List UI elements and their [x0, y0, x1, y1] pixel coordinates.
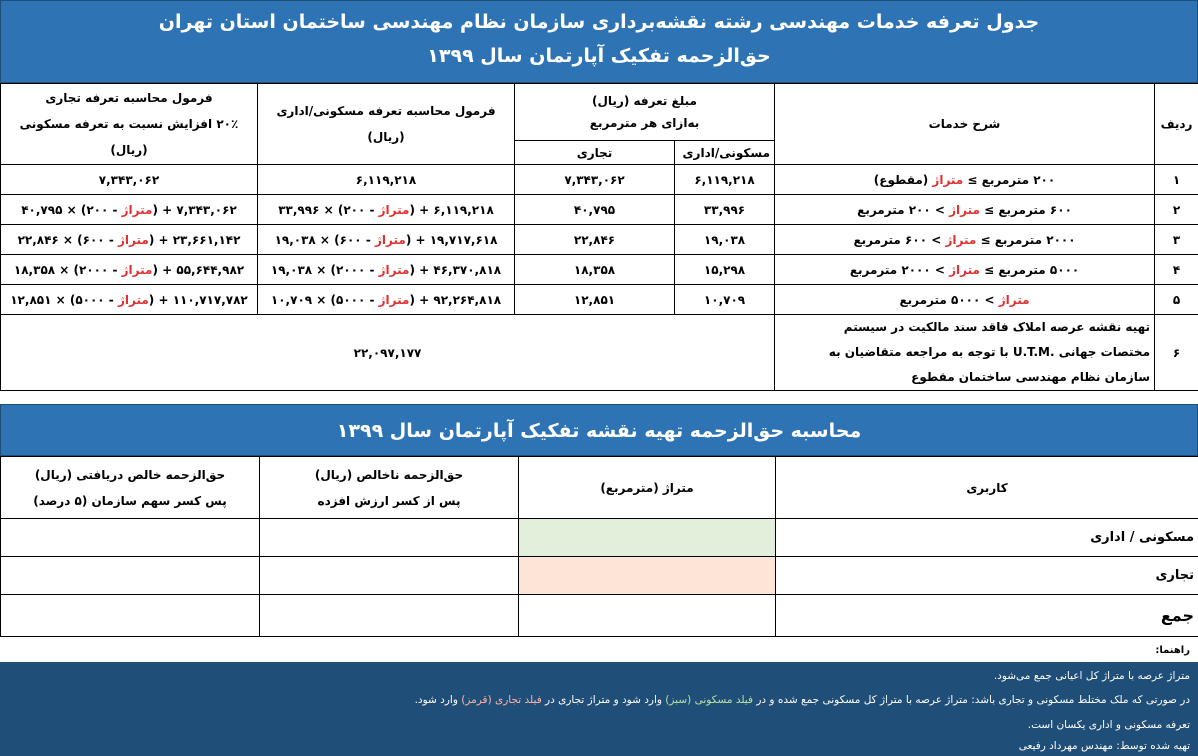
desc-pre: ۵۰۰۰ مترمربع ≥ [979, 262, 1080, 277]
price-residential: ۳۳,۹۹۶ [675, 195, 775, 225]
header-formula-com [1, 84, 258, 165]
formula-area-term: متراژ [378, 262, 410, 277]
header-residential: مسکونی/اداری [675, 141, 775, 165]
price-commercial: ۱۲,۸۵۱ [515, 285, 675, 315]
desc-post: > ۲۰۰ مترمربع [857, 202, 950, 217]
formula-part: - ۲۰۰) × ۳۳,۹۹۶ [278, 202, 379, 217]
desc-post: > ۵۰۰۰ مترمربع [899, 292, 999, 307]
guide-label: راهنما: [1155, 645, 1190, 656]
calc-table [0, 456, 1198, 637]
usage-residential: مسکونی / اداری [776, 519, 1198, 557]
header-formula-res-line2: (ریال) [367, 130, 405, 144]
row-num: ۳ [1155, 225, 1198, 255]
row-desc [775, 225, 1155, 255]
desc-post: > ۶۰۰ مترمربع [853, 232, 946, 247]
area-input-commercial[interactable] [519, 557, 776, 595]
tariff-row [1, 165, 1198, 195]
formula-part: ۲۳,۶۶۱,۱۴۲ + ( [148, 232, 241, 247]
row-num: ۴ [1155, 255, 1198, 285]
price-commercial: ۴۰,۷۹۵ [515, 195, 675, 225]
formula-part: - ۵۰۰۰) × ۱۲,۸۵۱ [10, 292, 118, 307]
formula-area-term: متراژ [117, 292, 149, 307]
formula-part: ۱۹,۷۱۷,۶۱۸ + ( [405, 232, 498, 247]
calc-section-title: محاسبه حق‌الزحمه تهیه نقشه تفکیک آپارتمان سال ۱۳۹۹ [0, 404, 1198, 456]
formula-part: - ۲۰۰۰) × ۱۸,۳۵۸ [13, 262, 122, 277]
desc-area-term: متراژ [945, 232, 977, 247]
formula-part: ۵۵,۶۴۴,۹۸۲ + ( [152, 262, 245, 277]
formula-part: - ۶۰۰) × ۲۲,۸۴۶ [17, 232, 118, 247]
header-net [1, 457, 260, 519]
row6-desc-line2: مختصات جهانی .U.T.M با توجه به مراجعه متقاضیان به [828, 345, 1151, 359]
row-num: ۲ [1155, 195, 1198, 225]
row-num: ۵ [1155, 285, 1198, 315]
price-residential: ۱۰,۷۰۹ [675, 285, 775, 315]
guide-line2-a: در صورتی که ملک مختلط مسکونی و تجاری باشد: متراژ عرصه با متراژ کل مسکونی جمع شده و در [753, 694, 1190, 706]
formula-area-term: متراژ [117, 232, 149, 247]
desc-area-term: متراژ [998, 292, 1030, 307]
tariff-table [0, 83, 1198, 391]
page-title: جدول تعرفه خدمات مهندسی رشته نقشه‌برداری سازمان نظام مهندسی ساختمان استان تهران [158, 11, 1040, 33]
header-net-line1: حق‌الزحمه خالص دریافتی (ریال) [34, 467, 226, 482]
row6-desc [775, 315, 1155, 391]
row6-desc-line1: تهیه نقشه عرصه املاک فاقد سند مالکیت در سیستم [843, 320, 1151, 334]
gross-total [260, 595, 519, 637]
formula-commercial [1, 165, 258, 195]
header-formula-com-line3: (ریال) [110, 143, 148, 157]
formula-area-term: متراژ [374, 232, 406, 247]
header-formula-com-line1: فرمول محاسبه تعرفه تجاری [45, 91, 213, 105]
header-usage: کاربری [776, 457, 1198, 519]
guide-panel [0, 662, 1198, 756]
desc-pre: ۶۰۰ مترمربع ≥ [979, 202, 1072, 217]
guide-line1: متراژ عرصه با متراژ کل اعیانی جمع می‌شود. [993, 670, 1190, 682]
formula-part: ۷,۳۴۳,۰۶۲ [98, 172, 160, 187]
header-gross-line1: حق‌الزحمه ناخالص (ریال) [314, 467, 464, 482]
price-residential: ۶,۱۱۹,۲۱۸ [675, 165, 775, 195]
row-num: ۱ [1155, 165, 1198, 195]
desc-post: (مقطوع) [873, 172, 933, 187]
guide-line2-red: فیلد تجاری (قرمز) [461, 694, 542, 706]
formula-area-term: متراژ [378, 202, 410, 217]
formula-part: - ۶۰۰) × ۱۹,۰۳۸ [274, 232, 375, 247]
formula-area-term: متراژ [121, 262, 153, 277]
desc-pre: ۲۰۰۰ مترمربع ≥ [976, 232, 1076, 247]
header-row-num: ردیف [1155, 84, 1198, 165]
price-residential: ۱۵,۲۹۸ [675, 255, 775, 285]
net-residential [1, 519, 260, 557]
tariff-row [1, 195, 1198, 225]
formula-part: ۶,۱۱۹,۲۱۸ + ( [409, 202, 494, 217]
formula-residential [258, 225, 515, 255]
usage-total: جمع [776, 595, 1198, 637]
guide-line3: تعرفه مسکونی و اداری یکسان است. [1027, 719, 1190, 731]
row6-num: ۶ [1155, 315, 1198, 391]
formula-commercial [1, 225, 258, 255]
desc-area-term: متراژ [949, 202, 980, 217]
net-commercial [1, 557, 260, 595]
gross-residential [260, 519, 519, 557]
formula-part: - ۵۰۰۰) × ۱۰,۷۰۹ [270, 292, 379, 307]
formula-part: ۷,۳۴۳,۰۶۲ + ( [152, 202, 237, 217]
header-formula-res-line1: فرمول محاسبه تعرفه مسکونی/اداری [276, 104, 496, 118]
tariff-row [1, 255, 1198, 285]
row-desc [775, 165, 1155, 195]
formula-part: - ۲۰۰) × ۴۰,۷۹۵ [21, 202, 122, 217]
header-service: شرح خدمات [775, 84, 1155, 165]
row6-desc-line3: سازمان نظام مهندسی ساختمان مقطوع [911, 370, 1151, 384]
formula-commercial [1, 285, 258, 315]
header-price-line2: به‌ازای هر مترمربع [589, 116, 700, 130]
formula-residential [258, 195, 515, 225]
guide-line2-b: وارد شود و متراژ تجاری در [541, 694, 666, 706]
header-formula-res [258, 84, 515, 165]
formula-commercial [1, 195, 258, 225]
gross-commercial [260, 557, 519, 595]
formula-commercial [1, 255, 258, 285]
header-formula-com-line2: ۲۰٪ افزایش نسبت به تعرفه مسکونی [19, 117, 239, 131]
usage-commercial: تجاری [776, 557, 1198, 595]
formula-part: ۱۱۰,۷۱۷,۷۸۲ + ( [148, 292, 248, 307]
guide-line4: تهیه شده توسط: مهندس مهرداد رفیعی [1018, 740, 1190, 752]
price-commercial: ۱۸,۳۵۸ [515, 255, 675, 285]
formula-part: ۴۶,۳۷۰,۸۱۸ + ( [409, 262, 502, 277]
tariff-row [1, 285, 1198, 315]
formula-area-term: متراژ [121, 202, 153, 217]
area-total [519, 595, 776, 637]
price-residential: ۱۹,۰۳۸ [675, 225, 775, 255]
formula-part: - ۲۰۰۰) × ۱۹,۰۳۸ [270, 262, 379, 277]
formula-residential [258, 255, 515, 285]
price-commercial: ۲۲,۸۴۶ [515, 225, 675, 255]
row-desc [775, 285, 1155, 315]
desc-area-term: متراژ [949, 262, 980, 277]
desc-area-term: متراژ [932, 172, 964, 187]
header-commercial: تجاری [515, 141, 675, 165]
header-area: متراژ (مترمربع) [519, 457, 776, 519]
row-desc [775, 255, 1155, 285]
desc-pre: ۲۰۰ مترمربع ≥ [963, 172, 1056, 187]
price-commercial: ۷,۳۴۳,۰۶۲ [515, 165, 675, 195]
row-desc [775, 195, 1155, 225]
tariff-row [1, 225, 1198, 255]
guide-line2-green: فیلد مسکونی (سبز) [665, 694, 753, 706]
guide-line2 [415, 694, 1190, 706]
row6-value: ۲۲,۰۹۷,۱۷۷ [1, 315, 775, 391]
header-price [515, 84, 775, 141]
formula-residential [258, 165, 515, 195]
net-total [1, 595, 260, 637]
formula-part: ۹۲,۲۶۴,۸۱۸ + ( [409, 292, 502, 307]
header-gross-line2: پس از کسر ارزش افزده [317, 493, 461, 508]
page-header [0, 0, 1198, 83]
formula-part: ۶,۱۱۹,۲۱۸ [355, 172, 417, 187]
desc-post: > ۲۰۰۰ مترمربع [849, 262, 950, 277]
area-input-residential[interactable] [519, 519, 776, 557]
header-price-line1: مبلغ تعرفه (ریال) [592, 94, 697, 108]
page-subtitle: حق‌الزحمه تفکیک آپارتمان سال ۱۳۹۹ [427, 45, 771, 67]
header-gross [260, 457, 519, 519]
formula-area-term: متراژ [378, 292, 410, 307]
header-net-line2: پس کسر سهم سازمان (۵ درصد) [33, 493, 227, 508]
formula-residential [258, 285, 515, 315]
guide-line2-c: وارد شود. [414, 694, 462, 706]
